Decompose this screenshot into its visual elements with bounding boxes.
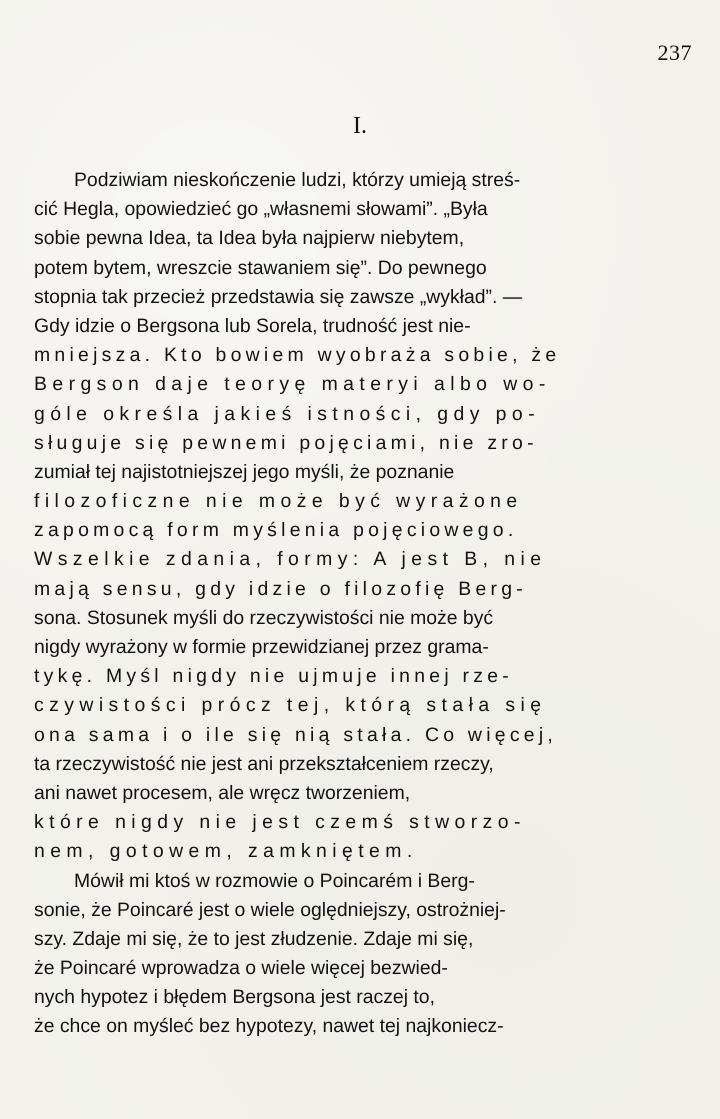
text-line: że chce on myśleć bez hypotezy, nawet tej najkoniecz- — [34, 1015, 504, 1038]
text-line: Gdy idzie o Bergsona lub Sorela, trudność jest nie- — [34, 314, 471, 337]
text-line: tykę. Myśl nigdy nie ujmuje innej rze- — [34, 665, 514, 688]
text-line: szy. Zdaje mi się, że to jest złudzenie. Zdaje mi się, — [34, 927, 474, 950]
text-line: ona sama i o ile się nią stała. Co więcej, — [34, 723, 558, 746]
page-number: 237 — [657, 40, 692, 65]
text-line: ani nawet procesem, ale wręcz tworzeniem, — [34, 781, 411, 804]
text-line: góle określa jakieś istności, gdy po- — [34, 402, 540, 425]
text-line: nem, gotowem, zamkniętem. — [34, 840, 418, 863]
text-line: nych hypotez i błędem Bergsona jest raczej to, — [34, 986, 435, 1009]
text-line: sługuje się pewnemi pojęciami, nie zro- — [34, 431, 538, 454]
text-line: mniejsza. Kto bowiem wyobraża sobie, że — [34, 344, 561, 367]
text-line: sonie, że Poincaré jest o wiele oględniejszy, ostrożniej- — [34, 898, 506, 921]
section-heading: I. — [353, 113, 367, 139]
text-line: zumiał tej najistotniejszej jego myśli, że poznanie — [34, 460, 455, 483]
text-line: filozoficzne nie może być wyrażone — [34, 490, 523, 513]
text-line: że Poincaré wprowadza o wiele więcej bezwied- — [34, 957, 448, 980]
text-line: potem bytem, wreszcie stawaniem się”. Do pewnego — [34, 256, 487, 279]
text-line: Mówił mi ktoś w rozmowie o Poincarém i Berg- — [74, 869, 475, 892]
text-line: które nigdy nie jest czemś stworzo- — [34, 811, 526, 834]
text-line: zapomocą form myślenia pojęciowego. — [34, 519, 518, 542]
text-line: czywistości prócz tej, którą stała się — [34, 694, 547, 717]
text-line: ta rzeczywistość nie jest ani przekształceniem rzeczy, — [34, 752, 494, 775]
text-line: sona. Stosunek myśli do rzeczywistości nie może być — [34, 606, 494, 629]
text-line: Wszelkie zdania, formy: A jest B, nie — [34, 548, 547, 571]
body-text — [34, 166, 690, 1042]
text-line: sobie pewna Idea, ta Idea była najpierw niebytem, — [34, 227, 465, 250]
text-line: nigdy wyrażony w formie przewidzianej przez grama- — [34, 636, 489, 658]
text-line: stopnia tak przecież przedstawia się zawsze „wykład”. — — [34, 285, 523, 308]
text-line: mają sensu, gdy idzie o filozofię Berg- — [34, 577, 528, 600]
text-line: Bergson daje teoryę materyi albo wo- — [34, 373, 551, 396]
text-line: Podziwiam nieskończenie ludzi, którzy umieją streś- — [74, 169, 521, 191]
text-line: cić Hegla, opowiedzieć go „własnemi słowami”. „Była — [34, 198, 488, 221]
